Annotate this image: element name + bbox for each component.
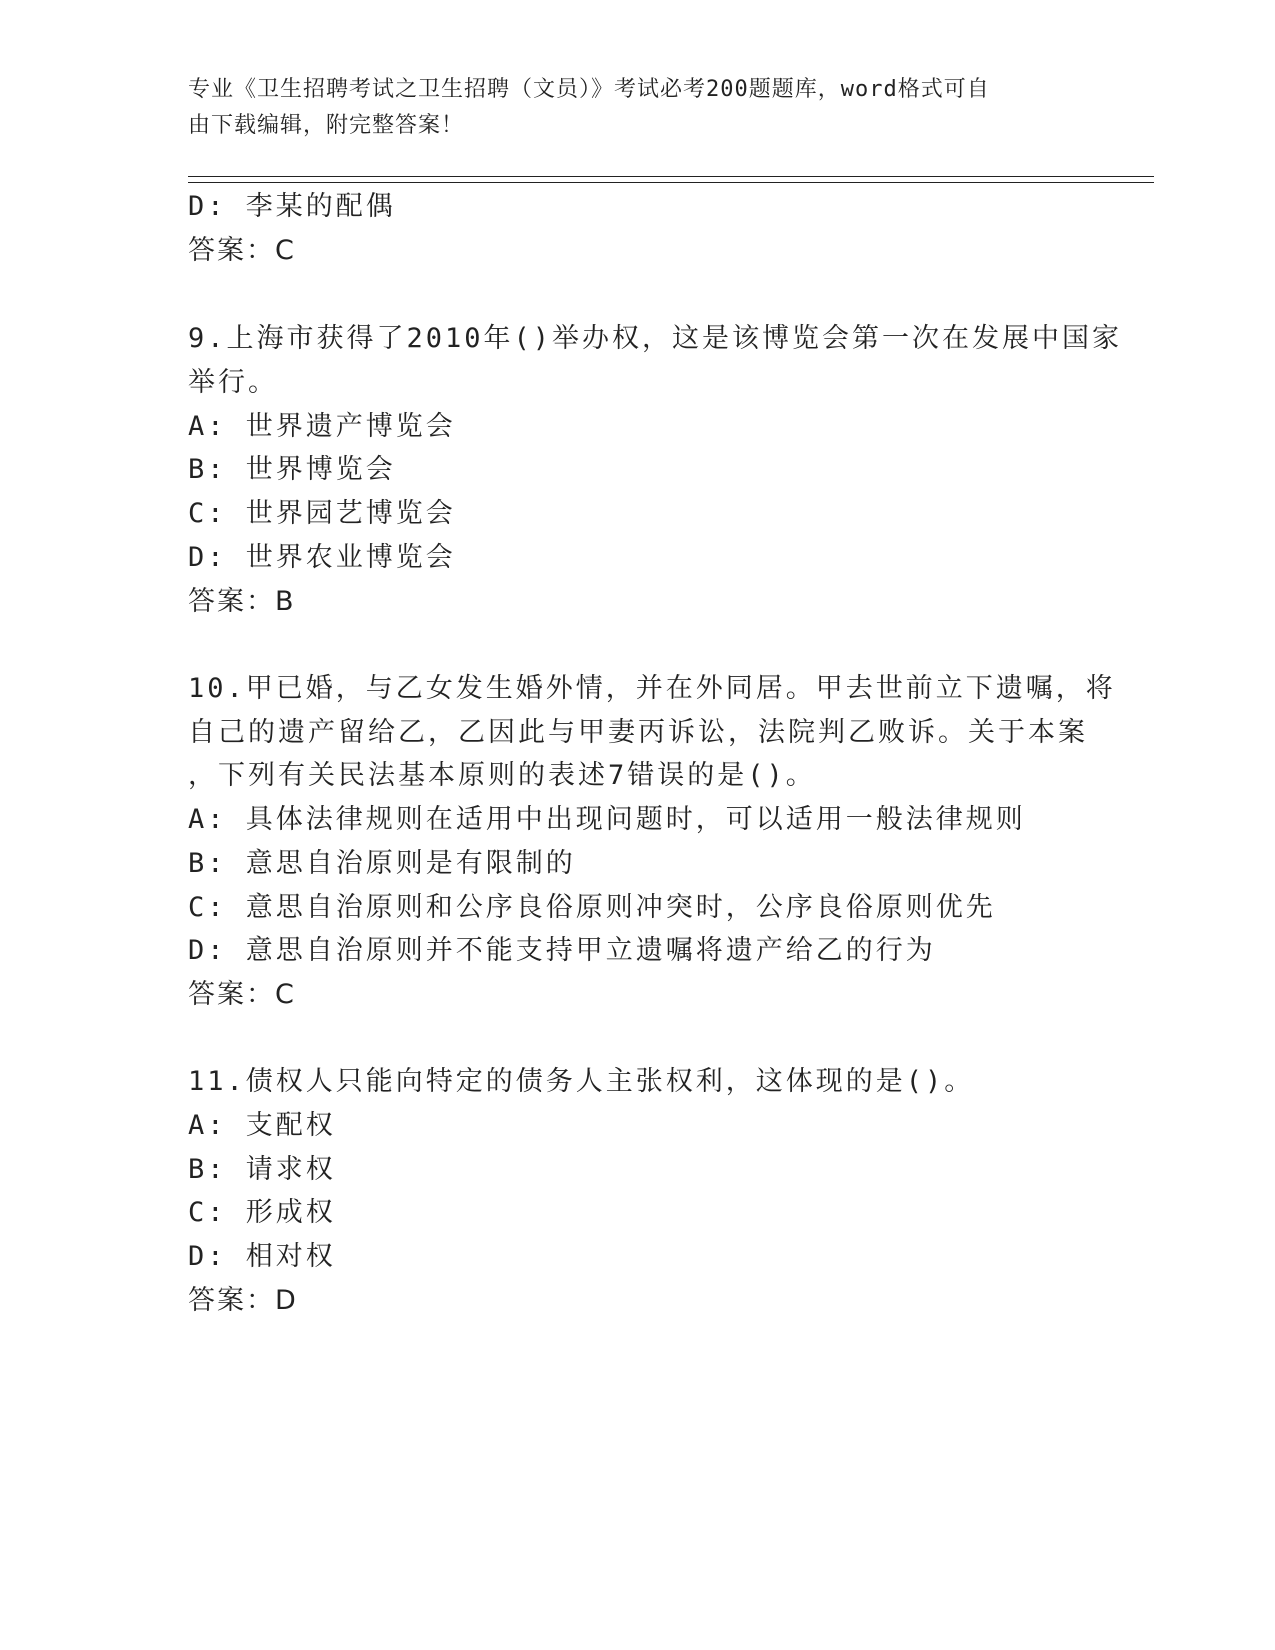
q9-text-line-1: 9.上海市获得了2010年()举办权，这是该博览会第一次在发展中国家	[188, 323, 1123, 354]
q9-answer: 答案：B	[188, 586, 296, 617]
q9-option-b: B: 世界博览会	[188, 454, 396, 485]
header-line-1: 专业《卫生招聘考试之卫生招聘（文员）》考试必考200题题库，word格式可自	[188, 77, 990, 102]
q10-option-a: A: 具体法律规则在适用中出现问题时，可以适用一般法律规则	[188, 804, 1026, 835]
q11-option-d: D: 相对权	[188, 1241, 336, 1272]
q10-text-line-3: ，下列有关民法基本原则的表述7错误的是()。	[188, 760, 816, 791]
q9-option-a: A: 世界遗产博览会	[188, 411, 456, 442]
header-divider	[188, 176, 1154, 183]
q10-text-line-1: 10.甲已婚，与乙女发生婚外情，并在外同居。甲去世前立下遗嘱，将	[188, 673, 1116, 704]
document-header	[188, 72, 1088, 144]
prev-option-d: D: 李某的配偶	[188, 191, 396, 222]
q9-text-line-2: 举行。	[188, 367, 278, 398]
header-line-2: 由下载编辑，附完整答案！	[188, 113, 465, 138]
q10-option-d: D: 意思自治原则并不能支持甲立遗嘱将遗产给乙的行为	[188, 935, 936, 966]
q10-option-b: B: 意思自治原则是有限制的	[188, 848, 576, 879]
q10-answer: 答案：C	[188, 979, 296, 1010]
prev-answer: 答案：C	[188, 235, 296, 266]
q9-option-c: C: 世界园艺博览会	[188, 498, 456, 529]
q11-answer: 答案：D	[188, 1285, 298, 1316]
q11-option-a: A: 支配权	[188, 1110, 336, 1141]
q11-option-c: C: 形成权	[188, 1197, 336, 1228]
q11-text-line-1: 11.债权人只能向特定的债务人主张权利，这体现的是()。	[188, 1066, 975, 1097]
q10-option-c: C: 意思自治原则和公序良俗原则冲突时，公序良俗原则优先	[188, 892, 996, 923]
q11-option-b: B: 请求权	[188, 1154, 336, 1185]
q9-option-d: D: 世界农业博览会	[188, 542, 456, 573]
q10-text-line-2: 自己的遗产留给乙，乙因此与甲妻丙诉讼，法院判乙败诉。关于本案	[188, 717, 1088, 748]
